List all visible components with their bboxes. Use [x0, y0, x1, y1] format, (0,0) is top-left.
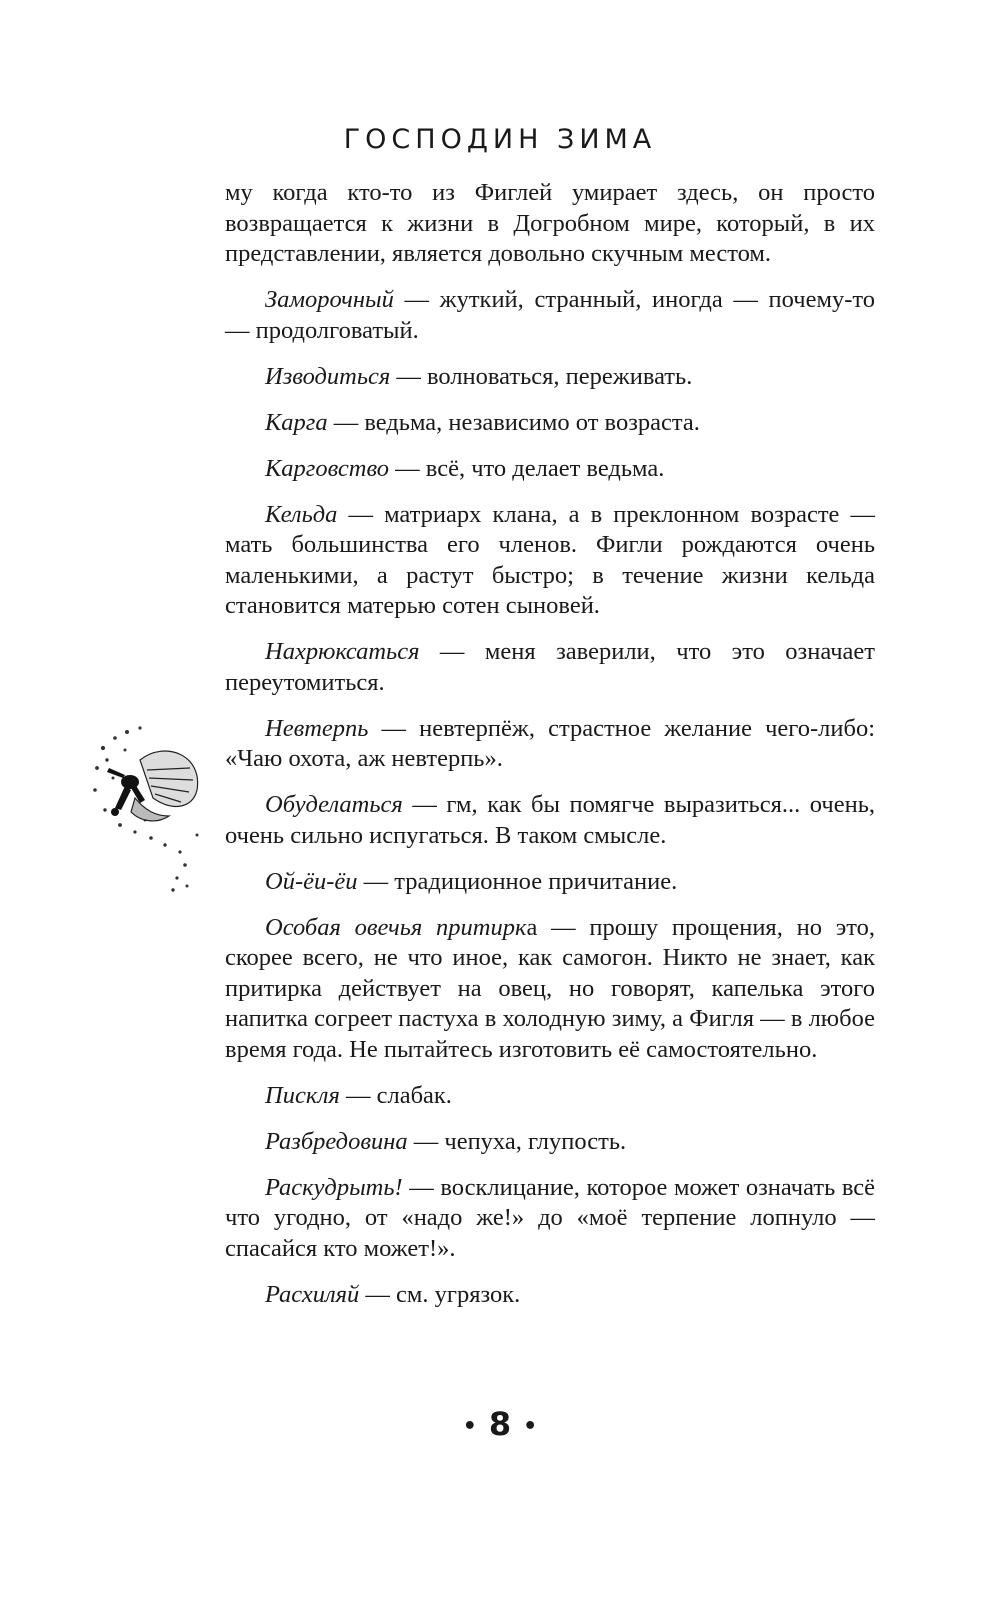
- fairy-sketch-icon: [85, 720, 215, 895]
- glossary-definition: — слабак.: [339, 1081, 452, 1109]
- glossary-entry: [225, 913, 875, 1066]
- glossary-definition: — восклицание, которое может означать всё что угодно, от «надо же!» до «моё терпение лопнуло — спасайся кто может!».: [225, 1173, 875, 1262]
- glossary-term: Изводиться: [265, 362, 391, 390]
- glossary-text: [225, 178, 875, 1326]
- paragraph-text: му когда кто-то из Фиглей умирает здесь, он просто возвращается к жизни в Догробном мире, который, в их представлении, является довольно скучным местом.: [225, 179, 875, 267]
- glossary-term: Раскудрыть!: [265, 1173, 403, 1201]
- glossary-entry: [225, 714, 875, 775]
- glossary-entry: [225, 500, 875, 622]
- glossary-entry: [225, 408, 875, 439]
- glossary-term: Разбредовина: [265, 1127, 408, 1155]
- glossary-entry: [225, 637, 875, 698]
- glossary-definition: — волноваться, переживать.: [390, 362, 693, 390]
- glossary-entry: [225, 1081, 875, 1112]
- glossary-definition: — ведьма, независимо от возраста.: [327, 408, 700, 436]
- glossary-term: Карга: [265, 408, 328, 436]
- glossary-term: Нахрюксаться: [265, 638, 420, 665]
- glossary-term: Ой-ёи-ёи: [265, 867, 358, 895]
- glossary-entry: [225, 1173, 875, 1265]
- glossary-term: Карговство: [265, 454, 390, 482]
- folio-dot-left: •: [462, 1413, 477, 1439]
- glossary-definition: — гм, как бы помягче выразиться... очень, очень сильно испугаться. В таком смысле.: [225, 791, 875, 849]
- glossary-definition: — меня заверили, что это означает переутомиться.: [225, 638, 875, 696]
- glossary-definition: — традиционное причитание.: [357, 867, 678, 895]
- glossary-term: Расхиляй: [265, 1280, 360, 1308]
- glossary-term: Заморочный: [265, 286, 394, 313]
- glossary-term: Пискля: [265, 1081, 340, 1109]
- glossary-definition: — невтерпёж, страстное желание чего-либо: «Чаю охота, аж невтерпь».: [225, 714, 875, 772]
- glossary-definition: — жуткий, странный, иногда — почему-то — продолговатый.: [225, 286, 875, 344]
- glossary-term: Кельда: [265, 500, 338, 528]
- glossary-entry: [225, 454, 875, 485]
- glossary-entry: [225, 790, 875, 851]
- glossary-term: Особая овечья притирк: [265, 913, 527, 941]
- glossary-term: Обуделаться: [265, 791, 403, 818]
- glossary-definition: а — прошу прощения, но это, скорее всего, не что иное, как самогон. Никто не знает, как притирка действует на овец, но говорят, капелька этого напитка согреет пастуха в холодную зиму, а Фигля — в любое время года. Не пытайтесь изготовить её самостоятельно.: [225, 913, 875, 1063]
- glossary-entry: [225, 362, 875, 393]
- page-number-value: 8: [488, 1405, 512, 1443]
- page-number: [0, 1405, 1000, 1443]
- running-head: ГОСПОДИН ЗИМА: [343, 124, 657, 155]
- glossary-entry: [225, 1127, 875, 1158]
- glossary-entry: [225, 867, 875, 898]
- paragraph-continuation: [225, 178, 875, 270]
- glossary-term: Невтерпь: [265, 714, 369, 742]
- glossary-entry: [225, 1280, 875, 1311]
- glossary-definition: — всё, что делает ведьма.: [389, 454, 665, 482]
- glossary-definition: — чепуха, глупость.: [407, 1127, 627, 1155]
- glossary-entry: [225, 285, 875, 346]
- folio-dot-right: •: [523, 1413, 538, 1439]
- glossary-definition: — см. угрязок.: [359, 1280, 521, 1308]
- glossary-definition: — матриарх клана, а в преклонном возрасте — мать большинства его членов. Фигли рождаются очень маленькими, а растут быстро; в течение жизни кельда становится матерью сотен сыновей.: [225, 500, 875, 619]
